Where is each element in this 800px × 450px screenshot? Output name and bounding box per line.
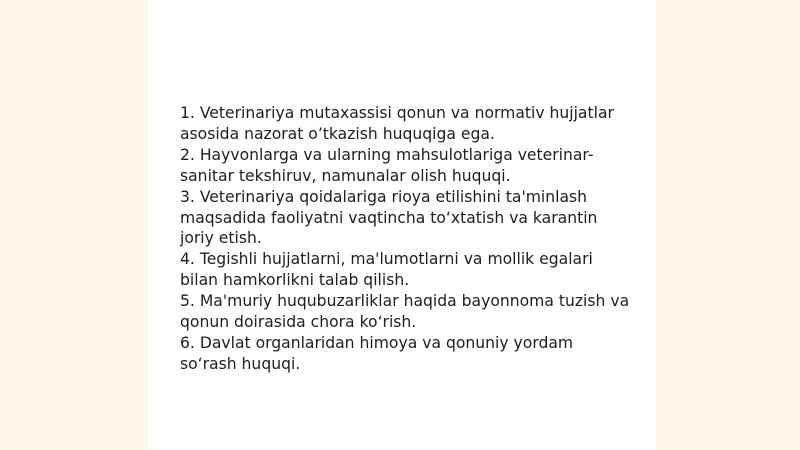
list-item: 1. Veterinariya mutaxassisi qonun va normativ hujjatlar asosida nazorat o’tkazish huquqiga ega.: [180, 104, 614, 143]
list-item: 2. Hayvonlarga va ularning mahsulotlariga veterinar-sanitar tekshiruv, namunalar olish huquqi.: [180, 145, 594, 185]
list-item: 3. Veterinariya qoidalariga rioya etilishini ta'minlash maqsadida faoliyatni vaqtincha to‘xtatish va karantin joriy etish.: [180, 187, 598, 248]
left-margin-panel: [0, 0, 148, 450]
list-item: 4. Tegishli hujjatlarni, ma'lumotlarni va mollik egalari bilan hamkorlikni talab qilish.: [180, 250, 593, 290]
list-item: 6. Davlat organlaridan himoya va qonuniy yordam so‘rash huquqi.: [180, 333, 574, 373]
right-margin-panel: [656, 0, 800, 450]
rights-list: [180, 103, 630, 375]
list-item: 5. Ma'muriy huqubuzarliklar haqida bayonnoma tuzish va qonun doirasida chora ko‘rish.: [180, 292, 630, 332]
